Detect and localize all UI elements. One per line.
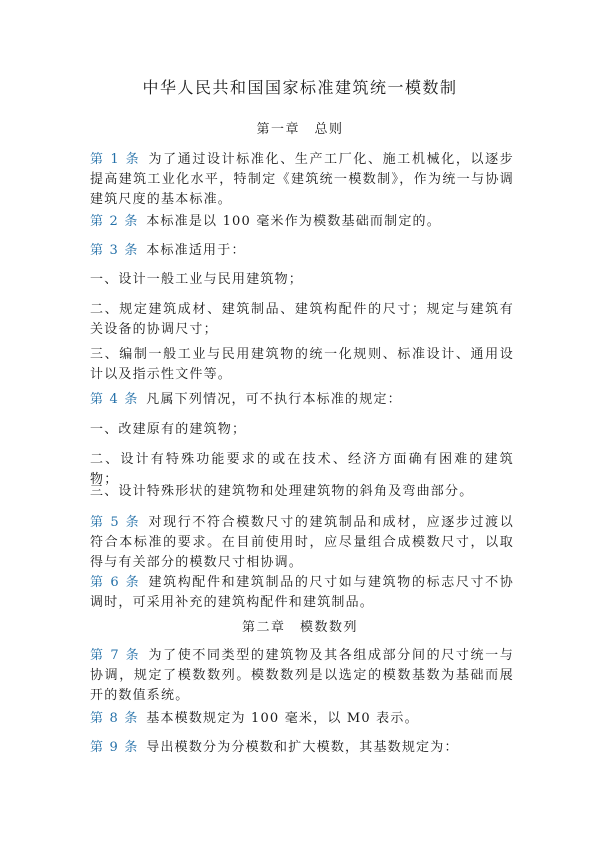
article-number: 第 1 条 <box>90 152 141 167</box>
article-paragraph <box>90 513 514 573</box>
article-paragraph <box>90 573 514 613</box>
article-text: 凡属下列情况，可不执行本标准的规定： <box>146 392 402 407</box>
article-text: 为了通过设计标准化、生产工厂化、施工机械化，以逐步提高建筑工业化水平，特制定《建筑统一模数制》，作为统一与协调建筑尺度的基本标准。 <box>90 152 514 207</box>
article-paragraph <box>90 150 514 210</box>
article-text: 本标准适用于： <box>146 243 246 258</box>
article-text: 本标准是以 100 毫米作为模数基础而制定的。 <box>146 214 441 229</box>
list-item-text: 二、规定建筑成材、建筑制品、建筑构配件的尺寸；规定与建筑有关设备的协调尺寸； <box>90 302 514 337</box>
article-paragraph <box>90 241 514 261</box>
article-number: 第 5 条 <box>90 515 141 530</box>
chapter-heading-1: 第一章 总则 <box>256 122 344 137</box>
list-item <box>90 420 514 440</box>
article-number: 第 8 条 <box>90 711 139 726</box>
list-item-text: 三、编制一般工业与民用建筑物的统一化规则、标准设计、通用设计以及指示性文件等。 <box>90 347 514 382</box>
article-paragraph <box>90 709 514 729</box>
article-text: 为了使不同类型的建筑物及其各组成部分间的尺寸统一与协调，规定了模数数列。模数数列是以选定的模数基数为基础而展开的数值系统。 <box>90 648 514 703</box>
list-item <box>90 300 514 340</box>
list-item <box>90 345 514 385</box>
list-item-text: 二、设计有特殊功能要求的或在技术、经济方面确有困难的建筑物； <box>90 452 514 487</box>
list-item-text: 一、设计一般工业与民用建筑物； <box>90 272 304 287</box>
list-item <box>90 270 514 290</box>
list-item-text: 三、设计特殊形状的建筑物和处理建筑物的斜角及弯曲部分。 <box>90 484 474 499</box>
article-text: 基本模数规定为 100 毫米，以 M0 表示。 <box>146 711 419 726</box>
chapter-heading-2: 第二章 模数数列 <box>241 620 358 635</box>
article-paragraph <box>90 390 514 410</box>
list-item <box>90 482 514 502</box>
article-number: 第 3 条 <box>90 243 139 258</box>
article-text: 建筑构配件和建筑制品的尺寸如与建筑物的标志尺寸不协调时，可采用补充的建筑构配件和建筑制品。 <box>90 575 514 610</box>
list-item-text: 一、改建原有的建筑物； <box>90 422 247 437</box>
article-paragraph <box>90 646 514 706</box>
article-number: 第 7 条 <box>90 648 141 663</box>
article-number: 第 9 条 <box>90 740 139 755</box>
article-paragraph <box>90 212 514 232</box>
article-number: 第 4 条 <box>90 392 139 407</box>
article-number: 第 2 条 <box>90 214 139 229</box>
article-text: 对现行不符合模数尺寸的建筑制品和成材，应逐步过渡以符合本标准的要求。在目前使用时，应尽量组合成模数尺寸，以取得与有关部分的模数尺寸相协调。 <box>90 515 514 570</box>
document-title: 中华人民共和国国家标准建筑统一模数制 <box>142 78 458 97</box>
article-paragraph <box>90 738 514 758</box>
article-text: 导出模数分为分模数和扩大模数，其基数规定为： <box>146 740 459 755</box>
article-number: 第 6 条 <box>90 575 141 590</box>
